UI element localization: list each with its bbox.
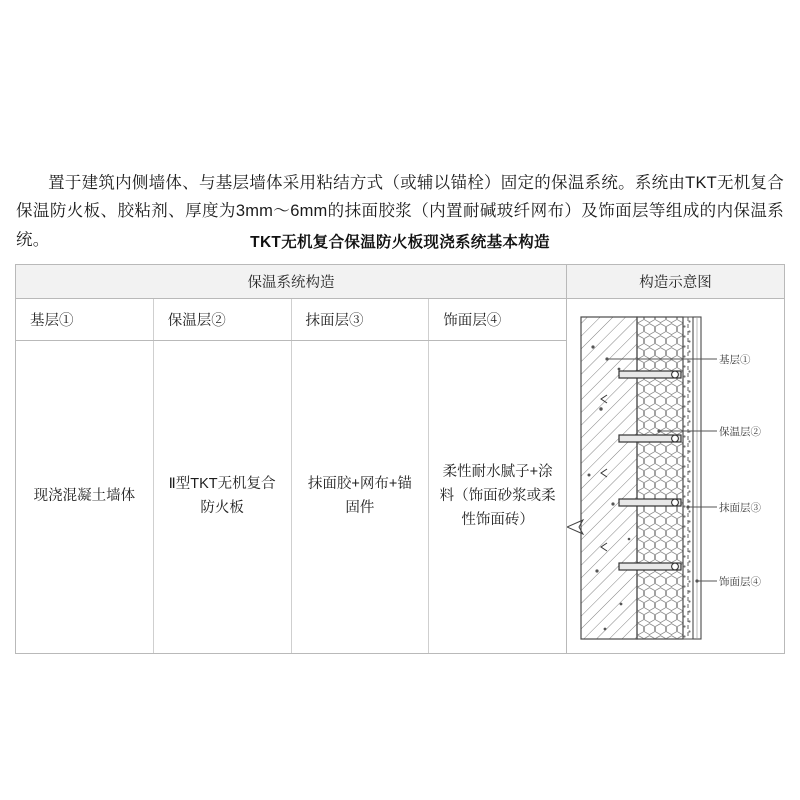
diagram-label-finish: 饰面层④ (719, 576, 761, 588)
column-header-insulation: 保温层② (154, 299, 292, 340)
table-left-section (16, 265, 567, 653)
diagram-label-insulation: 保温层② (719, 426, 761, 438)
table-right-section (567, 265, 784, 653)
diagram-label-base: 基层① (719, 354, 751, 366)
cell-plaster: 抹面胶+网布+锚固件 (292, 341, 430, 653)
construction-table (15, 264, 785, 654)
cell-insulation: Ⅱ型TKT无机复合防火板 (154, 341, 292, 653)
table-title: TKT无机复合保温防火板现浇系统基本构造 (250, 234, 550, 251)
construction-diagram (567, 299, 784, 653)
group-header-right: 构造示意图 (567, 265, 784, 299)
intro-text: 置于建筑内侧墙体、与基层墙体采用粘结方式（或辅以锚栓）固定的保温系统。系统由TKT无机复合保温防火板、胶粘剂、厚度为3mm～6mm的抹面胶浆（内置耐碱玻纤网布）及饰面层等组成的内保温系统。 (16, 173, 784, 250)
column-header-row (16, 299, 566, 341)
cell-base: 现浇混凝土墙体 (16, 341, 154, 653)
diagram-svg (567, 299, 784, 653)
column-header-finish: 饰面层④ (429, 299, 566, 340)
cell-finish: 柔性耐水腻子+涂料（饰面砂浆或柔性饰面砖） (439, 464, 556, 528)
column-header-plaster: 抹面层③ (292, 299, 430, 340)
table-row (16, 341, 566, 653)
diagram-label-plaster: 抹面层③ (719, 502, 761, 514)
column-header-base: 基层① (16, 299, 154, 340)
group-header-left: 保温系统构造 (16, 265, 566, 299)
